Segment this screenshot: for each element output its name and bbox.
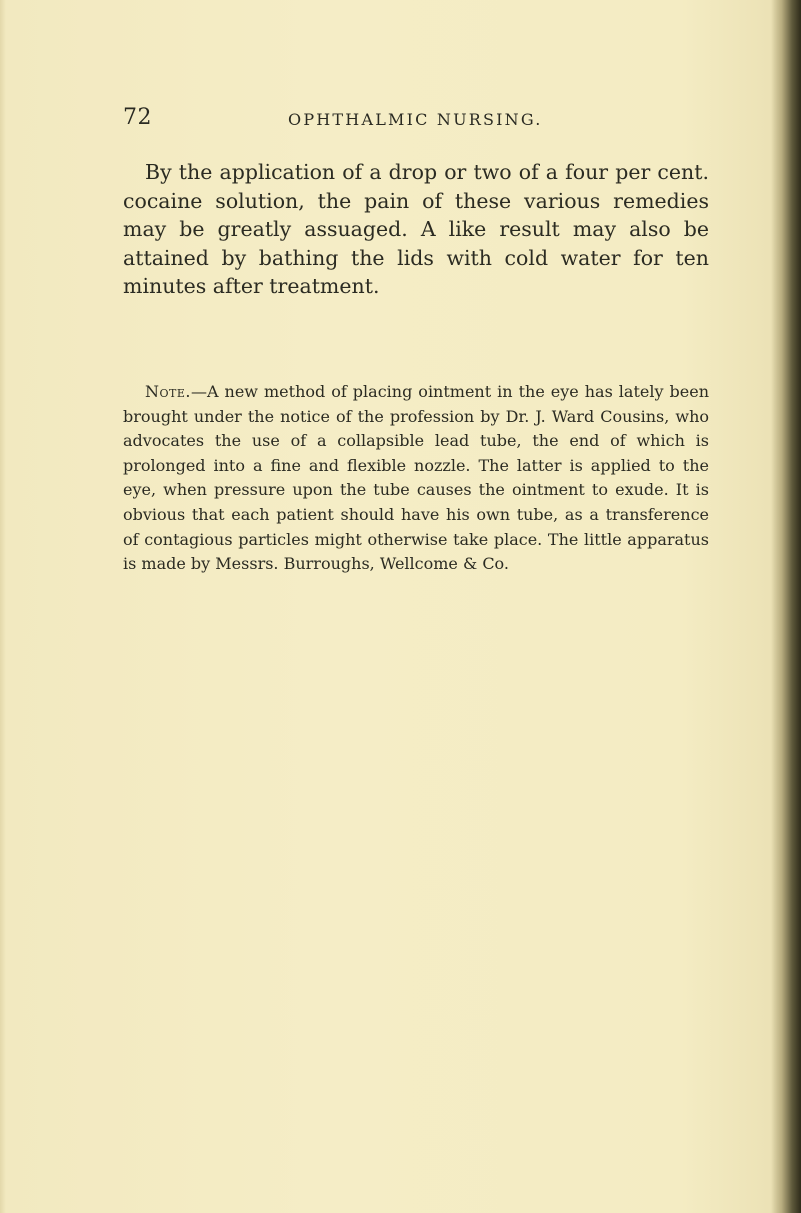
note-label: Note.	[145, 382, 191, 401]
page-number: 72	[123, 105, 152, 130]
page-header	[123, 105, 723, 135]
body-paragraph: By the application of a drop or two of a four per cent. cocaine solution, the pain of these various remedies may be greatly assuaged. A like result may also be attained by bathing the lids with cold water for ten minutes after treatment.	[123, 160, 709, 298]
page-left-edge	[0, 0, 6, 1213]
book-binding-edge	[771, 0, 801, 1213]
note-text: —A new method of placing ointment in the eye has lately been brought under the notice of the profession by Dr. J. Ward Cousins, who advocates the use of a collapsible lead tube, the end of which is prolonged into a fine and flexible nozzle. The latter is applied to the eye, when pressure upon the tube causes the ointment to exude. It is obvious that each patient should have his own tube, as a transference of contagious particles might otherwise take place. The little apparatus is made by Messrs. Burroughs, Wellcome & Co.	[123, 382, 709, 574]
footnote	[123, 380, 709, 577]
running-head: OPHTHALMIC NURSING.	[288, 110, 543, 129]
